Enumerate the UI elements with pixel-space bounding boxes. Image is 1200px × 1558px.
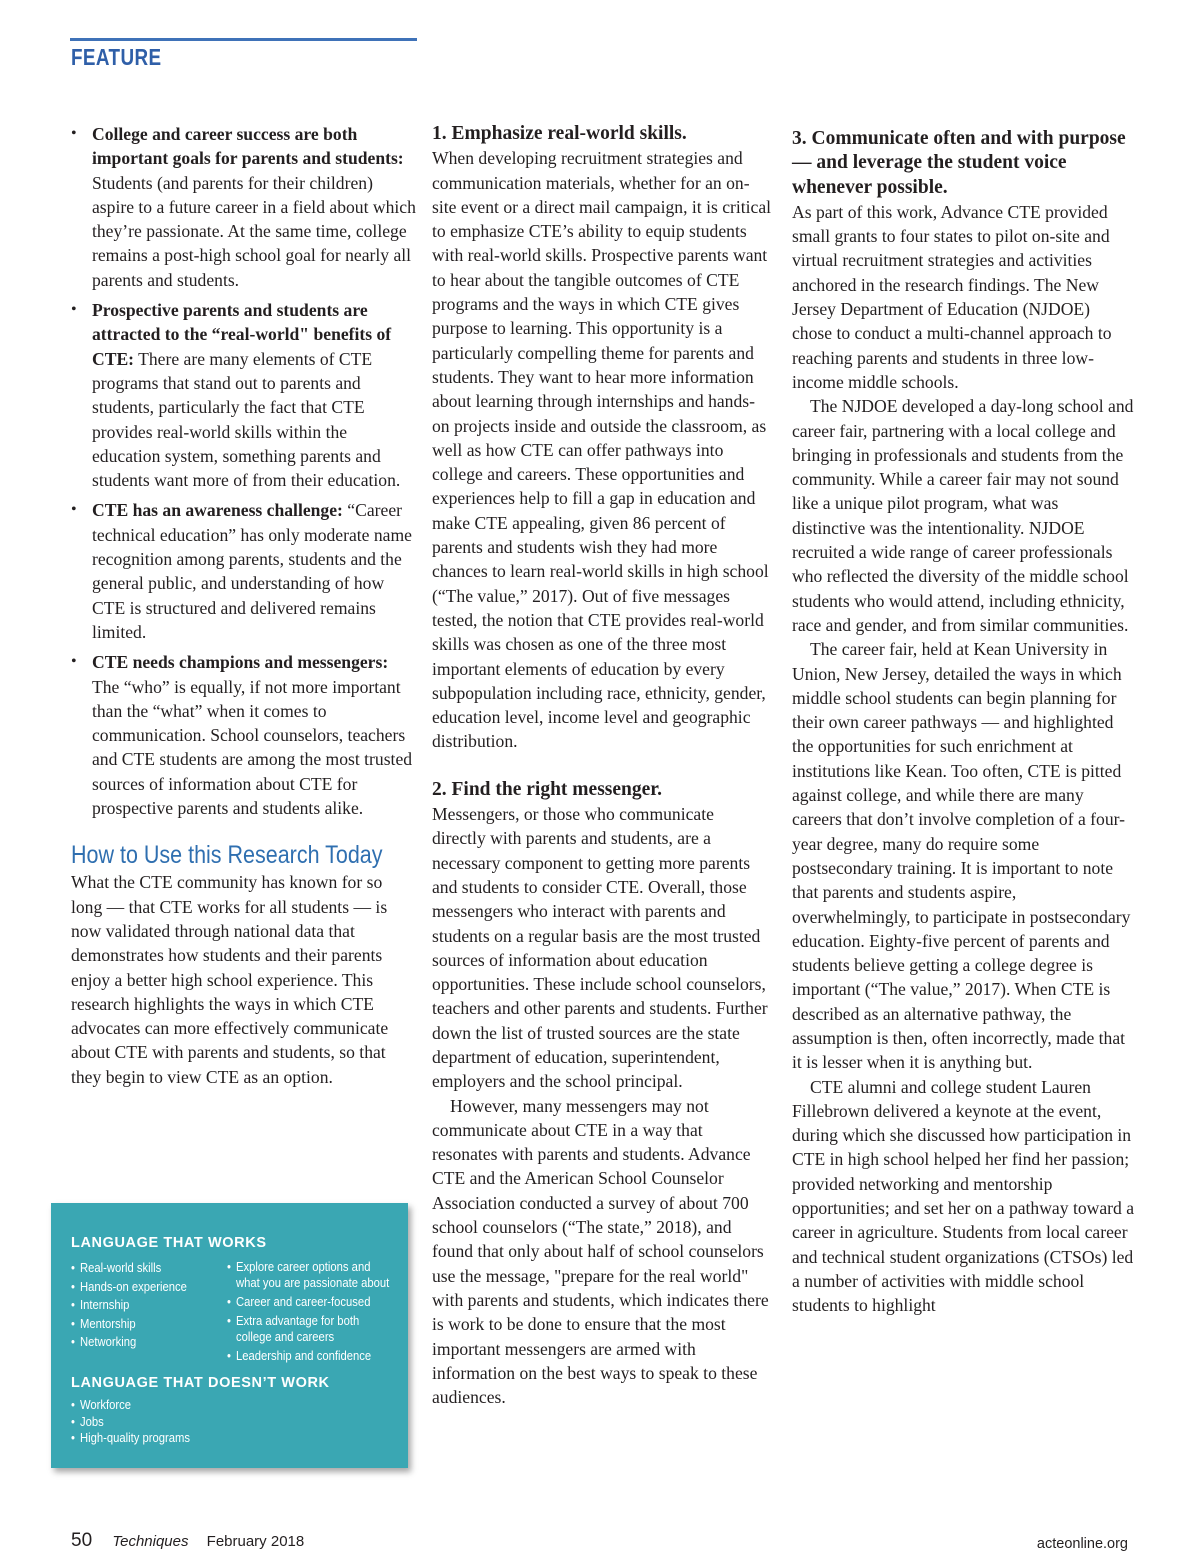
paragraph: The career fair, held at Kean University in Union, New Jersey, detailed the ways in which middle school students can begin planning for their own career pathways — and highlighted the opportunities for such enrichment at institutions like Kean. Too often, CTE is pitted against college, and while there are many careers that don’t involve completion of a four-year degree, many do require some postsecondary training. It is important to note that parents and students aspire, overwhelmingly, to participate in postsecondary education. Eighty-five percent of parents and students believe getting a college degree is important (“The value,” 2017). When CTE is described as an alternative pathway, the assumption is then, often incorrectly, made that it is lesser when it is anything but. — [792, 639, 1131, 1073]
subsection-heading: How to Use this Research Today — [71, 841, 383, 870]
paragraph: However, many messengers may not communicate about CTE in a way that resonates with parents and students. Advance CTE and the American School Counselor Association conducted a survey of about 700 school counselors (“The state,” 2018), and found that only about half of school counselors use the message, "prepare for the real world" with parents and students, which indicates there is work to be done to ensure that the most important messengers are armed with information on the best ways to speak to these audiences. — [432, 1095, 769, 1408]
list-item: • Workforce — [71, 1397, 190, 1414]
bullet-text: “Career technical education” has only moderate name recognition among parents, students and the general public, and understanding of how CTE is structured and delivered remains limited. — [92, 500, 412, 642]
doesnt-work-heading: LANGUAGE THAT DOESN’T WORK — [71, 1375, 330, 1391]
list-item: • Career and career-focused — [227, 1294, 385, 1310]
list-item: • Mentorship — [71, 1315, 206, 1334]
right-column — [792, 127, 1134, 1318]
page-number: 50 — [71, 1530, 93, 1551]
bullet-text: Students (and parents for their children) aspire to a future career in a field about which they’re passionate. At the same time, college remains a post-high school goal for nearly all parents and students. — [92, 172, 416, 290]
list-item: • Internship — [71, 1296, 206, 1315]
bullet-text: There are many elements of CTE programs that stand out to parents and students, particularly the fact that CTE provides real-world skills within the education system, something parents and students want more of from their education. — [92, 348, 401, 491]
bullet-icon: • — [71, 125, 77, 142]
doesnt-work-list — [71, 1397, 203, 1447]
left-column — [71, 122, 416, 1089]
issue-date: February 2018 — [206, 1533, 305, 1550]
list-item: • Extra advantage for both college and careers — [227, 1313, 385, 1345]
list-item — [71, 122, 416, 292]
language-callout-box — [51, 1203, 408, 1468]
section-heading-3: 3. Communicate often and with purpose — and leverage the student voice whenever possible. — [792, 128, 1126, 198]
paragraph: Messengers, or those who communicate directly with parents and students, are a necessary component to getting more parents and students to consider CTE. Overall, those messengers who interact with parents and students on a regular basis are the most trusted sources of information about education opportunities. These include school counselors, teachers and other parents and students. Further down the list of trusted sources are the state department of education, superintendent, employers and the school principal. — [432, 804, 768, 1092]
list-item — [71, 650, 416, 820]
section-heading-2: 2. Find the right messenger. — [432, 778, 663, 800]
paragraph: As part of this work, Advance CTE provided small grants to four states to pilot on-site and virtual recruitment strategies and activities anchored in the research findings. The New Jersey Department of Education (NJDOE) chose to conduct a multi-channel approach to reaching parents and students in three low-income middle schools. — [792, 201, 1112, 392]
works-list-col1 — [71, 1259, 221, 1352]
works-heading: LANGUAGE THAT WORKS — [71, 1235, 267, 1251]
bullet-lead: College and career success are both important goals for parents and students: — [92, 124, 404, 169]
list-item: • Real-world skills — [71, 1259, 206, 1278]
bullet-lead: CTE needs champions and messengers: — [92, 652, 389, 673]
middle-column — [432, 122, 772, 1409]
list-item: • High-quality programs — [71, 1430, 190, 1447]
bullet-icon: • — [71, 653, 77, 671]
paragraph: CTE alumni and college student Lauren Fillebrown delivered a keynote at the event, during which she discussed how participation in CTE in high school helped her find her passion; provided networking and mentorship opportunities; and set her on a pathway toward a career in agriculture. Students from local career and technical student organizations (CTSOs) led a number of activities with middle school students to highlight — [792, 1076, 1135, 1316]
subsection-body: What the CTE community has known for so long — that CTE works for all students — is now validated through national data that demonstrates how students and their parents enjoy a better high school experience. This research highlights the ways in which CTE advocates can more effectively communicate about CTE with parents and students, so that they begin to view CTE as an option. — [71, 872, 389, 1087]
list-item — [71, 298, 416, 492]
bullet-lead: CTE has an awareness challenge: — [92, 500, 343, 521]
bullet-icon: • — [71, 501, 77, 519]
list-item: • Networking — [71, 1333, 206, 1352]
list-item: • Leadership and confidence — [227, 1348, 385, 1364]
magazine-name: Techniques — [112, 1533, 189, 1550]
list-item: • Hands-on experience — [71, 1278, 206, 1297]
findings-list — [71, 122, 416, 820]
footer-left — [71, 1530, 304, 1552]
section-label: FEATURE — [71, 44, 162, 70]
bullet-text: The “who” is equally, if not more important than the “what” when it comes to communication. School counselors, teachers and CTE students are among the most trusted sources of information about CTE for prospective parents and students alike. — [92, 676, 413, 819]
paragraph: The NJDOE developed a day-long school and career fair, partnering with a local college and bringing in professionals and students from the community. While a career fair may not sound like a unique pilot program, what was distinctive was the intentionality. NJDOE recruited a wide range of career professionals who reflected the diversity of the middle school students who would attend, including ethnicity, race and gender, and from similar communities. — [792, 396, 1134, 635]
website-link[interactable]: acteonline.org — [1036, 1536, 1128, 1552]
list-item: • Jobs — [71, 1414, 190, 1431]
header-rule — [70, 38, 417, 41]
list-item — [71, 498, 416, 644]
list-item: • Explore career options and what you are passionate about — [227, 1259, 385, 1291]
bullet-icon: • — [71, 301, 77, 319]
section-heading-1: 1. Emphasize real-world skills. — [432, 123, 687, 144]
paragraph: When developing recruitment strategies and communication materials, whether for an on-site event or a direct mail campaign, it is critical to emphasize CTE’s ability to equip students with real-world skills. Prospective parents want to hear about the tangible outcomes of CTE programs and the ways in which CTE gives purpose to learning. This opportunity is a particularly compelling theme for parents and students. They want to hear more information about learning through internships and hands-on projects inside and outside the classroom, as well as how CTE can offer pathways into college and careers. These opportunities and experiences help to fill a gap in education and make CTE appealing, given 86 percent of parents and students wish they had more chances to learn real-world skills in high school (“The value,” 2017). Out of five messages tested, the notion that CTE provides real-world skills was chosen as one of the three most important elements of education by every subpopulation including race, ethnicity, gender, education level, income level and geographic distribution. — [432, 148, 772, 752]
bullet-lead: Prospective parents and students are attracted to the “real-world" benefits of CTE: — [92, 300, 392, 369]
works-list-col2 — [227, 1259, 402, 1367]
